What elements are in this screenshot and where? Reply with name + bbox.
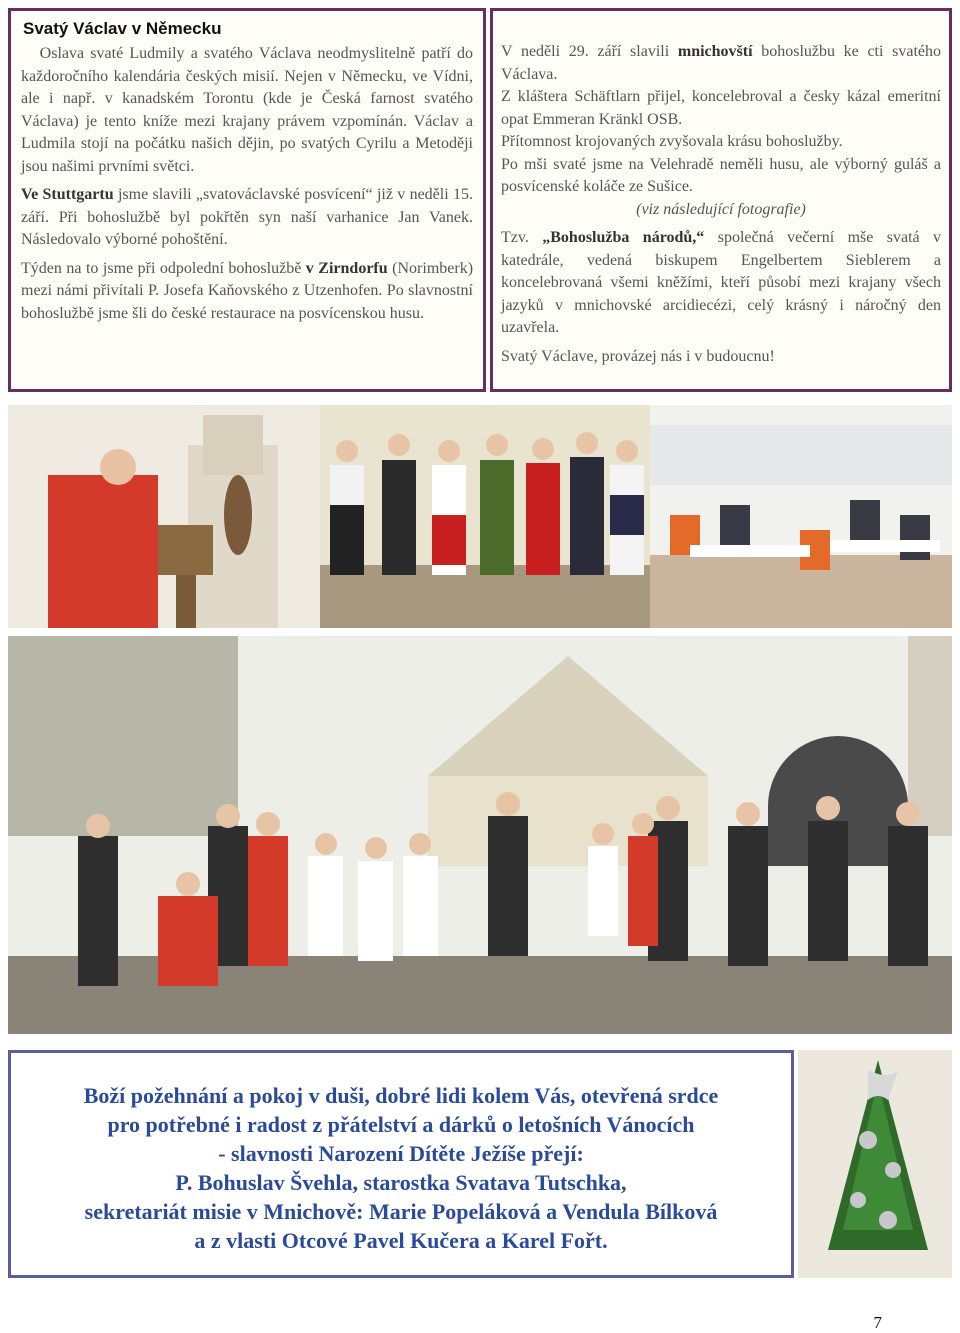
article-title: Svatý Václav v Německu: [23, 19, 222, 38]
photo-folk-costume-group: [320, 405, 650, 628]
article-paragraph: Po mši svaté jsme na Velehradě neměli husu, ale výborný guláš a posvícenské koláče ze Sušice.: [501, 155, 941, 195]
photo-reference-note: (viz následující fotografie): [636, 200, 806, 218]
article-box-left: [8, 8, 486, 392]
pine-branch-icon: [798, 1050, 952, 1278]
article-paragraph: Přítomnost krojovaných zvyšovala krásu bohoslužby.: [501, 133, 843, 150]
photo-priest-at-lectern: [8, 405, 324, 628]
greeting-line: sekretariát misie v Mnichově: Marie Popeláková a Vendula Bílková: [84, 1199, 718, 1224]
article-paragraph: V neděli 29. září slavili mnichovští bohoslužbu ke cti svatého Václava.: [501, 43, 941, 83]
article-paragraph: Ve Stuttgartu jsme slavili „svatováclavské posvícení“ již v neděli 15. září. Při bohoslužbě byl pokřtěn syn naší varhanice Jan Vanek. Následovalo výborné pohoštění.: [21, 186, 473, 248]
article-closing: Svatý Václave, provázej nás i v budoucnu!: [501, 347, 775, 365]
article-paragraph: Oslava svaté Ludmily a svatého Václava neodmyslitelně patří do každoročního kalendária českých misií. Nejen v Německu, ve Vídni, ale i např. v kanadském Torontu (kde je Česká farnost svatého Václava) je tento kníže mezi krajany právem vzpomínán. Václav a Ludmila stojí na počátku našich dějin, po svatých Cyrilu a Metoději jsou našimi prvními světci.: [21, 45, 473, 175]
article-box-right: [490, 8, 952, 392]
greeting-line: - slavnosti Narození Dítěte Ježíše přejí:: [218, 1141, 584, 1166]
greeting-line: pro potřebné i radost z přátelství a dárků o letošních Vánocích: [107, 1112, 695, 1137]
christmas-greeting-box: [8, 1050, 794, 1278]
article-paragraph: Z kláštera Schäftlarn přijel, koncelebroval a česky kázal emeritní opat Emmeran Kränkl OSB.: [501, 88, 941, 128]
greeting-line: P. Bohuslav Švehla, starostka Svatava Tutschka,: [175, 1170, 627, 1195]
greeting-line: Boží požehnání a pokoj v duši, dobré lidi kolem Vás, otevřená srdce: [83, 1083, 719, 1108]
greeting-line: a z vlasti Otcové Pavel Kučera a Karel Fořt.: [194, 1228, 608, 1253]
photo-illustration: [8, 636, 952, 1034]
article-paragraph: Tzv. „Bohoslužba národů,“ společná večerní mše svatá v katedrále, vedená biskupem Engelbertem Sieblerem a koncelebrovaná všemi kněžími, kteří působí mezi krajany všech jazyků v mnichovské arcidiecézi, celý krásný i náročný den uzavřela.: [501, 229, 942, 336]
photo-illustration: [320, 405, 650, 628]
photo-illustration: [8, 405, 324, 628]
photo-illustration: [650, 405, 952, 628]
photo-christmas-branch: [798, 1050, 952, 1278]
photo-dining-hall: [650, 405, 952, 628]
photo-group-in-front-of-church: [8, 636, 952, 1034]
article-paragraph: Týden na to jsme při odpolední bohoslužbě v Zirndorfu (Norimberk) mezi námi přivítali P. Josefa Kaňovského z Utzenhofen. Po slavnostní bohoslužbě jsme šli do české restaurace na posvícenskou husu.: [21, 259, 474, 322]
page-number: 7: [873, 1313, 882, 1332]
